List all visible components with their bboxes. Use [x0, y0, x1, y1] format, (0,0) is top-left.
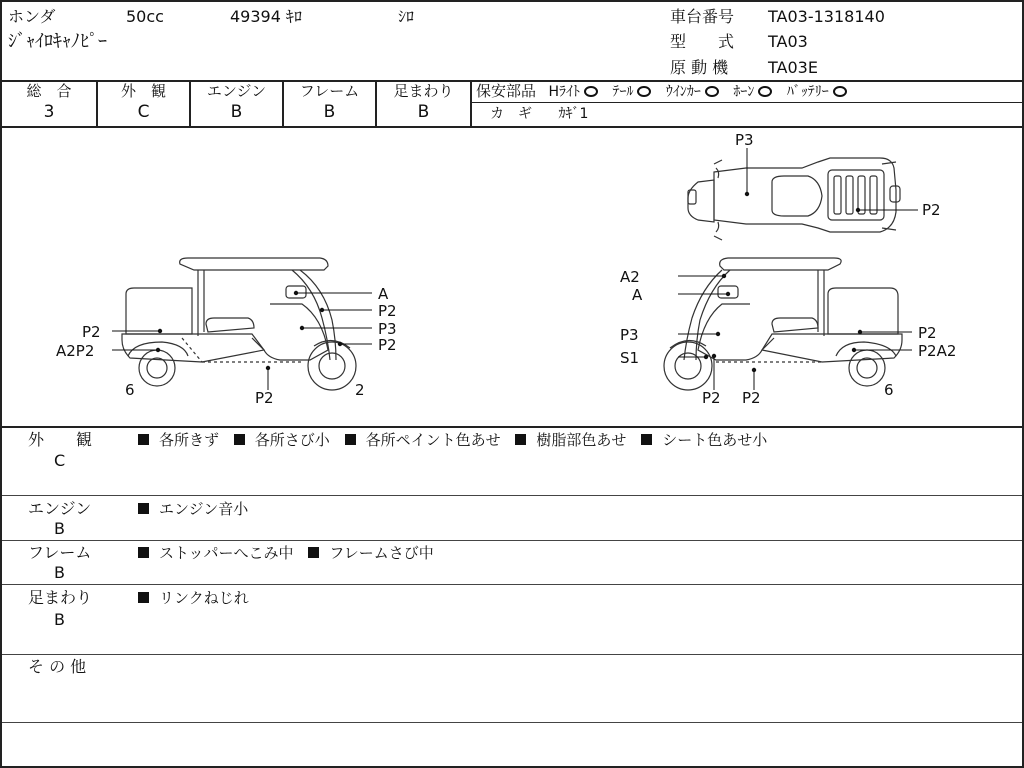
- rating-value: C: [137, 102, 150, 122]
- mark-label: A: [632, 286, 643, 304]
- mark-label: A2: [620, 268, 640, 286]
- rating-frame: [284, 80, 377, 126]
- rating-suspension: [377, 80, 472, 126]
- scooter-top-view: [688, 158, 900, 240]
- safety-item-headlight: Hﾗｲﾄ: [548, 84, 580, 100]
- rating-value: 3: [43, 102, 55, 122]
- safety-item-battery: ﾊﾞｯﾃﾘｰ: [786, 84, 829, 100]
- rating-overall: [2, 80, 98, 126]
- remark-grade: B: [54, 519, 65, 538]
- remark-grade: B: [54, 610, 65, 629]
- remark-items: [138, 499, 258, 519]
- vehicle-header: [2, 2, 1022, 80]
- rating-value: B: [230, 102, 243, 122]
- safety-item-horn: ﾎｰﾝ: [733, 84, 755, 100]
- leader-lines: [112, 148, 918, 390]
- mark-label: P2: [378, 302, 397, 320]
- rating-value: B: [323, 102, 336, 122]
- rating-value: B: [417, 102, 430, 122]
- divider: [2, 654, 1022, 655]
- rating-label: 外 観: [120, 82, 166, 100]
- divider: [2, 426, 1022, 428]
- mark-label: P2: [922, 201, 941, 219]
- rating-label: 足まわり: [393, 82, 454, 100]
- ok-circle-icon: [637, 86, 651, 97]
- damage-diagram: [2, 128, 1022, 426]
- remark-title: エンジン: [28, 499, 92, 518]
- frame-no-label: 車台番号: [670, 7, 735, 26]
- remark-item: ストッパーへこみ中: [159, 544, 294, 562]
- safety-item-winker: ｳｲﾝｶｰ: [665, 84, 701, 100]
- remark-item: 各所きず: [159, 431, 220, 449]
- scooter-right-view: [664, 258, 902, 390]
- engine-value: TA03E: [768, 58, 818, 77]
- key-row: [472, 103, 1022, 126]
- safety-parts-row: [472, 80, 1022, 103]
- mileage: 49394 ｷﾛ: [230, 7, 302, 26]
- scooter-drawings: [2, 128, 1022, 426]
- engine-label: 原 動 機: [670, 58, 729, 77]
- bullet-icon: [138, 592, 149, 603]
- bullet-icon: [345, 434, 356, 445]
- damage-points: [156, 192, 862, 372]
- type-value: TA03: [768, 32, 808, 51]
- remark-item: エンジン音小: [159, 500, 249, 518]
- model-name: ｼﾞｬｲﾛｷｬﾉﾋﾟｰ: [8, 31, 107, 52]
- rating-exterior: [98, 80, 191, 126]
- bullet-icon: [234, 434, 245, 445]
- remark-title: 外 観: [28, 430, 93, 449]
- mark-label: 2: [355, 381, 365, 399]
- bullet-icon: [308, 547, 319, 558]
- divider: [2, 722, 1022, 723]
- ok-circle-icon: [833, 86, 847, 97]
- rating-label: フレーム: [299, 82, 360, 100]
- ok-circle-icon: [758, 86, 772, 97]
- mark-label: P3: [378, 320, 397, 338]
- remark-items: [138, 588, 259, 608]
- remark-item: 各所ペイント色あせ: [365, 431, 501, 449]
- remark-item: フレームさび中: [329, 544, 434, 562]
- bullet-icon: [138, 547, 149, 558]
- mark-label: 6: [884, 381, 894, 399]
- safety-item-tail: ﾃｰﾙ: [612, 84, 634, 100]
- mark-label: P2: [918, 324, 937, 342]
- remark-item: 樹脂部色あせ: [536, 431, 627, 449]
- divider: [2, 495, 1022, 496]
- mark-label: P2: [702, 389, 721, 407]
- mark-label: P2: [378, 336, 397, 354]
- mark-label: P3: [620, 326, 639, 344]
- bullet-icon: [641, 434, 652, 445]
- scooter-left-view: [122, 258, 356, 390]
- maker: ホンダ: [8, 7, 56, 26]
- rating-engine: [191, 80, 284, 126]
- safety-title: 保安部品: [476, 82, 537, 100]
- remark-items: [138, 543, 444, 563]
- mark-label: A: [378, 285, 389, 303]
- mark-label: S1: [620, 349, 640, 367]
- bullet-icon: [138, 503, 149, 514]
- mark-label: P2: [742, 389, 761, 407]
- ok-circle-icon: [584, 86, 598, 97]
- divider: [2, 584, 1022, 585]
- remark-title: 足まわり: [28, 588, 93, 607]
- color: ｼﾛ: [398, 7, 415, 26]
- remark-items: [138, 430, 777, 450]
- bullet-icon: [138, 434, 149, 445]
- safety-parts: [472, 80, 1022, 126]
- rating-label: エンジン: [206, 82, 267, 100]
- remark-title: フレーム: [28, 543, 92, 562]
- remark-title: そ の 他: [28, 657, 87, 676]
- remark-grade: B: [54, 563, 65, 582]
- remark-grade: C: [54, 451, 66, 470]
- type-label: 型 式: [670, 32, 735, 51]
- remark-item: リンクねじれ: [159, 589, 249, 607]
- remark-item: シート色あせ小: [662, 431, 768, 449]
- mark-label: P2: [82, 323, 101, 341]
- frame-no: TA03-1318140: [768, 7, 885, 26]
- key-label: カ ギ: [490, 106, 532, 122]
- bullet-icon: [515, 434, 526, 445]
- key-value: ｶｷﾞ1: [558, 106, 589, 122]
- mark-label: P2A2: [918, 342, 957, 360]
- rating-label: 総 合: [26, 82, 72, 100]
- remark-item: 各所さび小: [254, 431, 330, 449]
- mark-label: P2: [255, 389, 274, 407]
- divider: [2, 540, 1022, 541]
- displacement: 50cc: [126, 7, 164, 26]
- ok-circle-icon: [705, 86, 719, 97]
- mark-label: 6: [125, 381, 135, 399]
- mark-label: P3: [735, 131, 754, 149]
- mark-label: A2P2: [56, 342, 95, 360]
